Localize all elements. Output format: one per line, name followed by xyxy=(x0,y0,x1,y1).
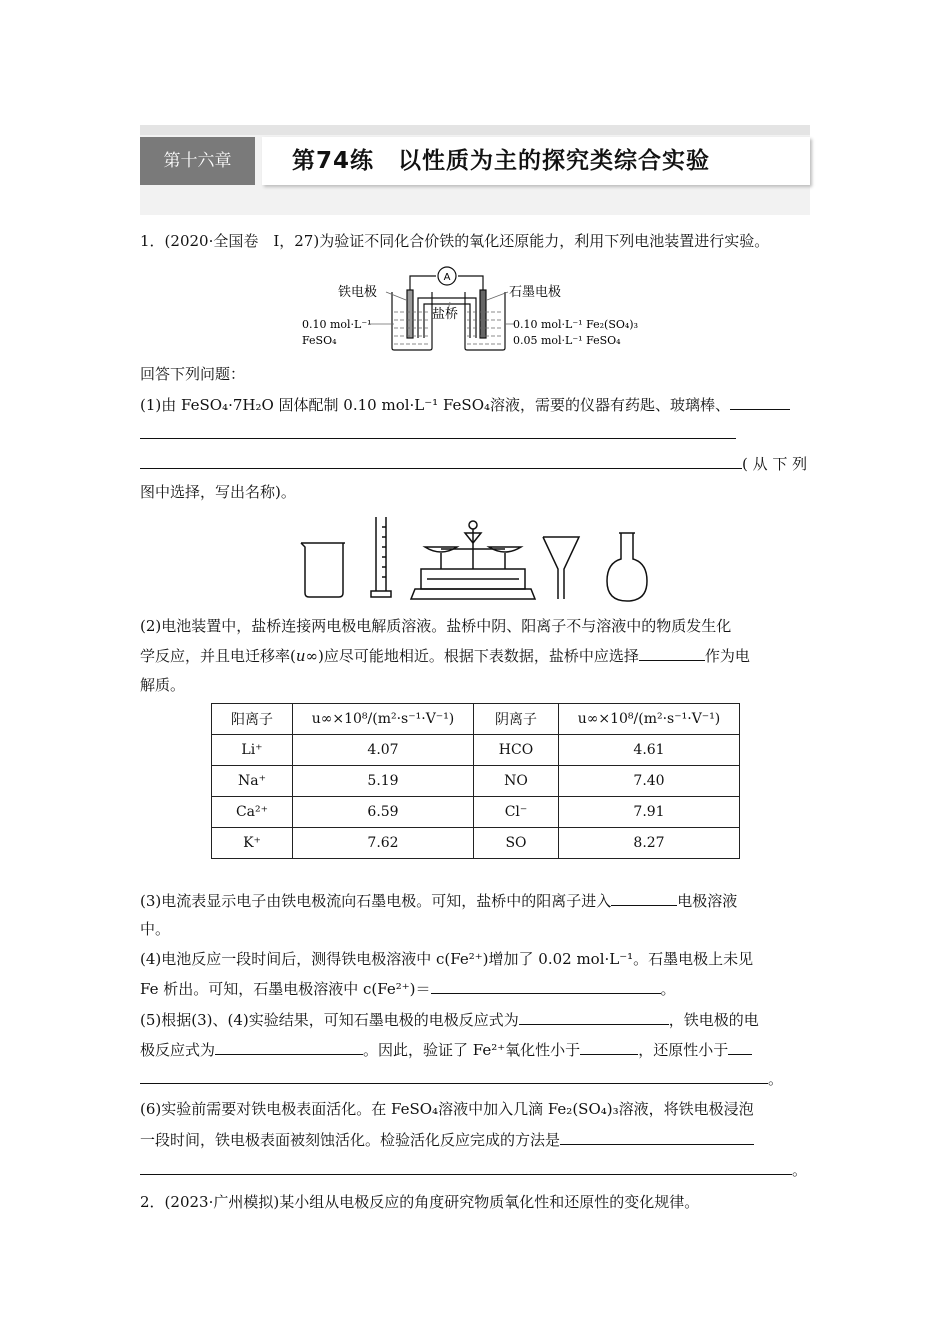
mobility-table xyxy=(211,703,740,859)
table-row: K⁺ 7.62 SO 8.27 xyxy=(212,828,740,859)
q1-part1-line3: ( 从 下 列 xyxy=(140,452,807,475)
glassware-figure xyxy=(295,513,655,605)
page-title: 第74练 以性质为主的探究类综合实验 xyxy=(292,148,711,174)
answer-blank-5c[interactable] xyxy=(580,1038,638,1055)
table-row: Li⁺ 4.07 HCO 4.61 xyxy=(212,735,740,766)
q1-part5-line3: 。 xyxy=(140,1067,783,1090)
q1-part2-line1: (2)电池装置中，盐桥连接两电极电解质溶液。盐桥中阴、阳离子不与溶液中的物质发生化 xyxy=(140,617,732,635)
table-row: Na⁺ 5.19 NO 7.40 xyxy=(212,766,740,797)
q1-part4-line1: (4)电池反应一段时间后，测得铁电极溶液中 c(Fe²⁺)增加了 0.02 mol·L⁻¹。石墨电极上未见 xyxy=(140,950,754,968)
q1-part2-line3: 解质。 xyxy=(140,676,186,694)
ammeter-label: A xyxy=(443,272,451,283)
q1-part6-line3: 。 xyxy=(140,1158,807,1181)
cell-apparatus-diagram xyxy=(300,262,655,354)
q1-part2-line2: 学反应，并且电迁移率(u∞)应尽可能地相近。根据下表数据，盐桥中应选择 作为电 xyxy=(140,644,750,667)
answer-blank-1a[interactable] xyxy=(730,393,790,410)
q1-part1-line4: 图中选择，写出名称)。 xyxy=(140,483,296,501)
answer-blank-5d[interactable] xyxy=(728,1038,752,1055)
answer-blank-1c[interactable] xyxy=(140,452,742,469)
funnel-icon xyxy=(543,537,579,599)
q1-part1-line2 xyxy=(140,422,736,445)
q1-part5-line2: 极反应式为 。因此，验证了 Fe²⁺氧化性小于 ，还原性小于 xyxy=(140,1038,752,1061)
answer-blank-5e[interactable] xyxy=(140,1067,768,1084)
title-box xyxy=(262,137,810,185)
q1-part3-line2: 中。 xyxy=(140,920,171,938)
answer-blank-5b[interactable] xyxy=(215,1038,363,1055)
answer-blank-5a[interactable] xyxy=(519,1008,669,1025)
round-bottom-flask-icon xyxy=(607,533,647,601)
table-header-row: 阳离子 u∞×10⁸/(m²·s⁻¹·V⁻¹) 阴离子 u∞×10⁸/(m²·s⁻¹·V⁻¹) xyxy=(212,704,740,735)
iron-electrode-label: 铁电极 xyxy=(338,285,378,300)
q1-part5-line1: (5)根据(3)、(4)实验结果，可知石墨电极的电极反应式为 ，铁电极的电 xyxy=(140,1008,759,1031)
answer-blank-6a[interactable] xyxy=(560,1128,754,1145)
q1-part6-line1: (6)实验前需要对铁电极表面活化。在 FeSO₄溶液中加入几滴 Fe₂(SO₄)₃溶液，将铁电极浸泡 xyxy=(140,1100,754,1118)
right-solution-2: 0.05 mol·L⁻¹ FeSO₄ xyxy=(513,334,621,347)
beaker-icon xyxy=(301,543,345,597)
table-row: Ca²⁺ 6.59 Cl⁻ 7.91 xyxy=(212,797,740,828)
q1-intro: 1．(2020·全国卷 Ⅰ，27)为验证不同化合价铁的氧化还原能力，利用下列电池装置进行实验。 xyxy=(140,232,770,250)
chapter-label: 第十六章 xyxy=(140,137,255,185)
left-solution-conc: 0.10 mol·L⁻¹ xyxy=(302,318,372,331)
answer-blank-4[interactable] xyxy=(431,977,661,994)
answer-blank-1b[interactable] xyxy=(140,422,736,439)
answer-prompt: 回答下列问题： xyxy=(140,365,246,383)
right-solution-1: 0.10 mol·L⁻¹ Fe₂(SO₄)₃ xyxy=(513,318,638,331)
q1-part6-line2: 一段时间，铁电极表面被刻蚀活化。检验活化反应完成的方法是 xyxy=(140,1128,754,1151)
q1-part3-line1: (3)电流表显示电子由铁电极流向石墨电极。可知，盐桥中的阳离子进入 电极溶液 xyxy=(140,889,737,912)
answer-blank-2[interactable] xyxy=(639,644,705,661)
q1-part1-line1: (1)由 FeSO₄·7H₂O 固体配制 0.10 mol·L⁻¹ FeSO₄溶液，需要的仪器有药匙、玻璃棒、 xyxy=(140,393,790,416)
graphite-electrode-label: 石墨电极 xyxy=(509,285,562,300)
q1-part4-line2: Fe 析出。可知，石墨电极溶液中 c(Fe²⁺)＝ 。 xyxy=(140,977,676,1000)
answer-blank-6b[interactable] xyxy=(140,1158,792,1175)
answer-blank-3[interactable] xyxy=(611,889,677,906)
balance-icon xyxy=(411,521,535,599)
graduated-cylinder-icon xyxy=(371,517,391,597)
left-solution-formula: FeSO₄ xyxy=(302,334,337,347)
q2-intro: 2．(2023·广州模拟)某小组从电极反应的角度研究物质氧化性和还原性的变化规律。 xyxy=(140,1193,700,1211)
salt-bridge-label: 盐桥 xyxy=(432,307,459,322)
